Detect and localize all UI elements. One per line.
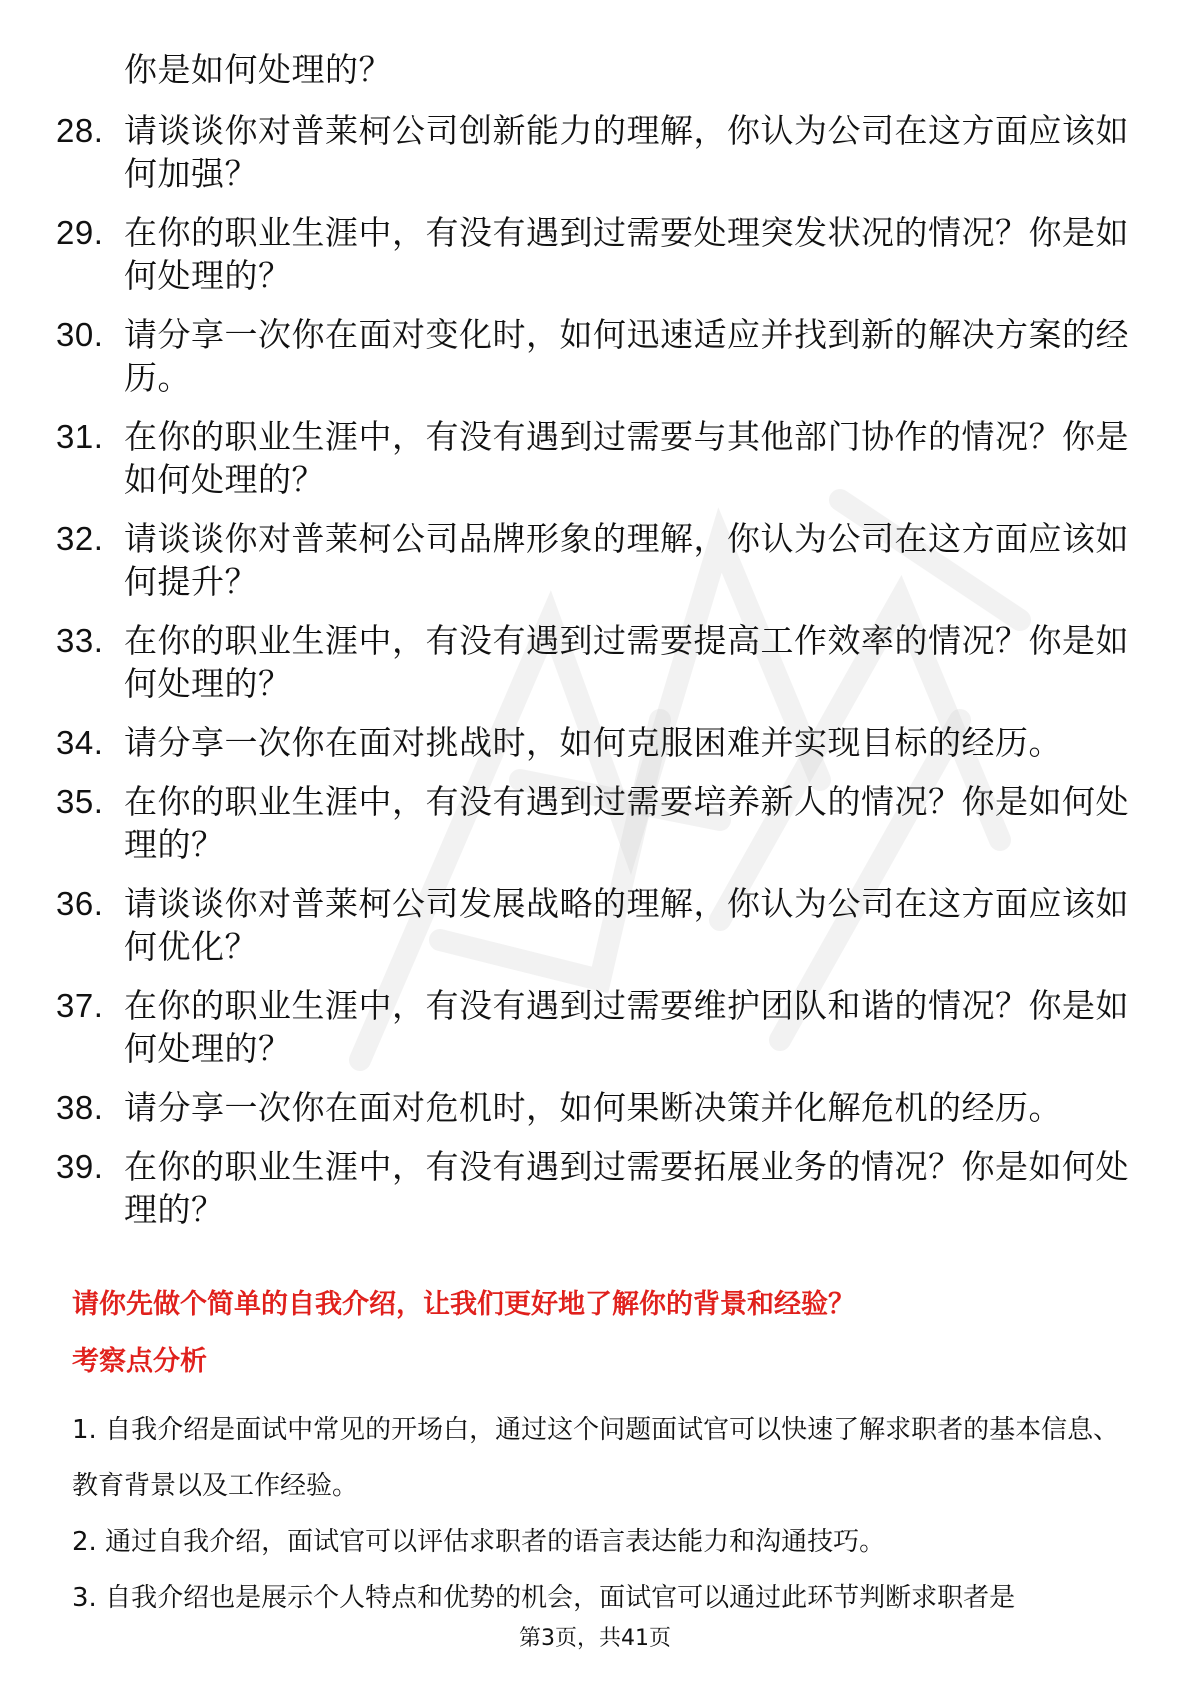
highlight-question: 请你先做个简单的自我介绍，让我们更好地了解你的背景和经验？ xyxy=(72,1289,855,1320)
question-number: 31. xyxy=(56,418,104,455)
question-number: 33. xyxy=(56,622,104,659)
list-item xyxy=(56,882,1136,968)
question-text: 你是如何处理的？ xyxy=(124,50,392,89)
question-number: 37. xyxy=(56,987,104,1024)
list-item xyxy=(56,1145,1136,1231)
question-number: 28. xyxy=(56,112,104,149)
question-list xyxy=(56,48,1136,1247)
question-number: 36. xyxy=(56,885,104,922)
question-number: 39. xyxy=(56,1148,104,1185)
question-number: 32. xyxy=(56,520,104,557)
list-item xyxy=(56,517,1136,603)
question-text: 请分享一次你在面对挑战时，如何克服困难并实现目标的经历。 xyxy=(124,723,1062,762)
question-text: 在你的职业生涯中，有没有遇到过需要维护团队和谐的情况？你是如何处理的？ xyxy=(124,986,1129,1068)
analysis-section xyxy=(72,1344,1132,1380)
question-number: 30. xyxy=(56,316,104,353)
question-text: 请分享一次你在面对危机时，如何果断决策并化解危机的经历。 xyxy=(124,1088,1062,1127)
question-number: 38. xyxy=(56,1089,104,1126)
question-number: 35. xyxy=(56,783,104,820)
list-item xyxy=(56,984,1136,1070)
question-text: 在你的职业生涯中，有没有遇到过需要拓展业务的情况？你是如何处理的？ xyxy=(124,1147,1129,1229)
list-item xyxy=(56,1086,1136,1129)
question-text: 请谈谈你对普莱柯公司创新能力的理解，你认为公司在这方面应该如何加强？ xyxy=(124,111,1129,193)
question-text: 请谈谈你对普莱柯公司品牌形象的理解，你认为公司在这方面应该如何提升？ xyxy=(124,519,1129,601)
list-item xyxy=(56,109,1136,195)
list-item xyxy=(56,415,1136,501)
analysis-point: 2. 通过自我介绍，面试官可以评估求职者的语言表达能力和沟通技巧。 xyxy=(72,1527,886,1557)
question-text: 在你的职业生涯中，有没有遇到过需要处理突发状况的情况？你是如何处理的？ xyxy=(124,213,1129,295)
analysis-point: 3. 自我介绍也是展示个人特点和优势的机会，面试官可以通过此环节判断求职者是 xyxy=(72,1583,1016,1613)
list-item xyxy=(56,211,1136,297)
question-text: 在你的职业生涯中，有没有遇到过需要与其他部门协作的情况？你是如何处理的？ xyxy=(124,417,1129,499)
list-item xyxy=(56,313,1136,399)
highlight-section xyxy=(72,1287,1132,1323)
list-item xyxy=(56,780,1136,866)
question-text: 请分享一次你在面对变化时，如何迅速适应并找到新的解决方案的经历。 xyxy=(124,315,1129,397)
question-number: 29. xyxy=(56,214,104,251)
analysis-points xyxy=(72,1402,1132,1626)
analysis-title: 考察点分析 xyxy=(72,1346,207,1377)
question-text: 请谈谈你对普莱柯公司发展战略的理解，你认为公司在这方面应该如何优化？ xyxy=(124,884,1129,966)
list-item xyxy=(56,48,1136,91)
question-text: 在你的职业生涯中，有没有遇到过需要培养新人的情况？你是如何处理的？ xyxy=(124,782,1129,864)
list-item xyxy=(56,619,1136,705)
question-text: 在你的职业生涯中，有没有遇到过需要提高工作效率的情况？你是如何处理的？ xyxy=(124,621,1129,703)
list-item xyxy=(56,721,1136,764)
question-number: 34. xyxy=(56,724,104,761)
analysis-point: 1. 自我介绍是面试中常见的开场白，通过这个问题面试官可以快速了解求职者的基本信息、教育背景以及工作经验。 xyxy=(72,1415,1120,1501)
page-footer: 第3页，共41页 xyxy=(519,1626,671,1651)
